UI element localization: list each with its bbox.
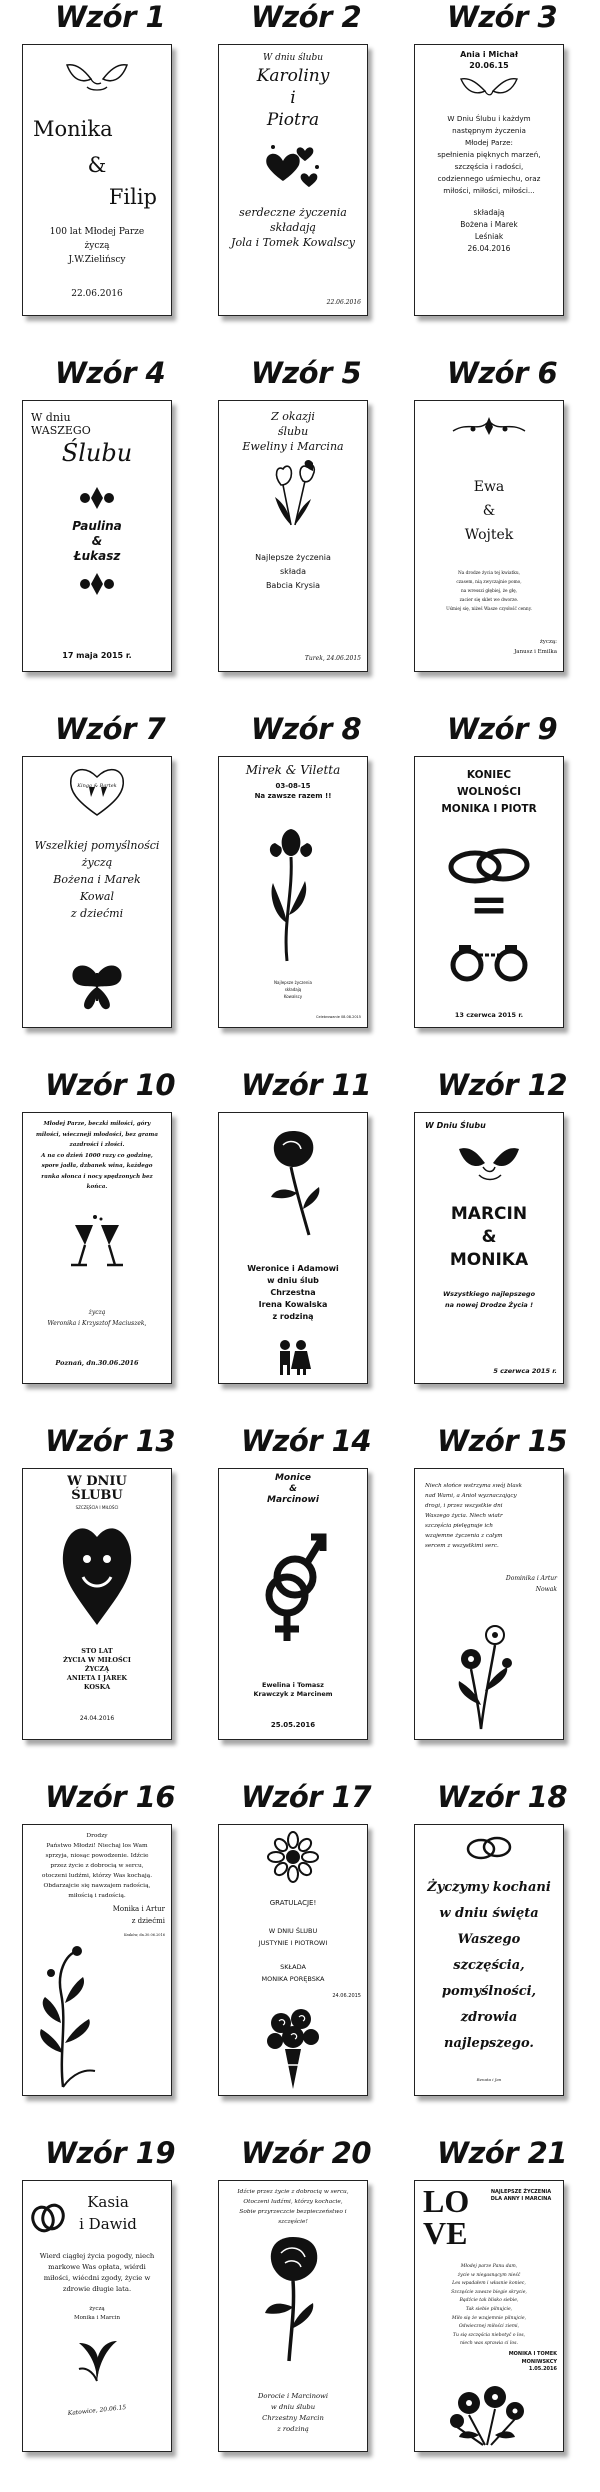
wzor-title: Wzór 4 (54, 356, 166, 390)
wzor-card[interactable] (218, 400, 368, 672)
ornament-icon (77, 485, 117, 511)
wzor-card[interactable] (414, 756, 564, 1028)
wishes-text: serdeczne życzenia składają Jola i Tomek Kowalscy (231, 206, 355, 249)
signature: Dominika i Artur Nowak (505, 1575, 557, 1593)
place-date: Poznań, dn.30.06.2016 (55, 1359, 139, 1367)
poem-text: Niech słońce wstrzyma swój blask nad Wami, a Anioł wyznaczający drogi, i przez wszystkie dni Waszego życia. Niech wiatr szczęścia pielęgnuje ich wzajemne życzenia z całym sercem z wszystkimi serc. (425, 1483, 522, 1549)
couple-names: Ewa & Wojtek (464, 479, 514, 543)
wishes-text: Życzymy kochani w dniu święta Waszego szczęścia, pomyślności, zdrowia najlepszego. (427, 1880, 551, 2051)
header-text: W DNIU ŚLUBU (67, 1474, 127, 1503)
date: Turek, 24.06.2015 (304, 655, 361, 662)
two-doves-icon (455, 73, 523, 107)
date: 24.06.2015 (332, 1993, 361, 1999)
wzor-cell-21[interactable] (402, 2136, 600, 2492)
wzor-card[interactable] (414, 400, 564, 672)
wzor-title: Wzór 7 (54, 712, 166, 746)
wzor-card[interactable] (218, 1112, 368, 1384)
signature: Monika i Artur z dziećmi (112, 1905, 165, 1925)
two-doves-icon (57, 57, 137, 97)
wzor-cell-1[interactable] (10, 0, 210, 356)
calla-lily-icon (263, 823, 319, 963)
wzor-card[interactable] (22, 44, 172, 316)
wzor-cell-11[interactable] (206, 1068, 406, 1424)
wzor-title: Wzór 3 (446, 0, 558, 34)
wedding-word: Ślubu (61, 439, 133, 467)
date: 5 czerwca 2015 r. (493, 1367, 557, 1375)
wzor-cell-19[interactable] (10, 2136, 210, 2492)
wzor-title: Wzór 8 (250, 712, 362, 746)
wzor-title: Wzór 11 (240, 1068, 372, 1102)
groom-name: Filip (108, 185, 157, 209)
two-doves-icon (453, 1141, 525, 1185)
bride-and-groom-icon (273, 1339, 313, 1375)
date: 25.05.2016 (270, 1721, 316, 1729)
poem-text: Młodej parze Panu dam, życie w niegasnącym nieść Les wpadałem i własnie koniec, Szczęście zawsze biegie skrycie, Bądźcie tak blisko siebie, Tak siebie pilnujcie, Miło się że wzajemnie pilnujcie, Odwiecznej miłości ziemi, Tu się szczęścia niebotyć o los, niech was sprawia ci los. (451, 2264, 527, 2347)
wzor-card[interactable] (22, 400, 172, 672)
wzor-title: Wzór 10 (44, 1068, 176, 1102)
wishes-text: Wierd ciągłej życia pogody, niech markowe Was opłata, wiérdi miłości, wiécdni zgody, życie w zdrowie długie lata. (39, 2252, 155, 2293)
date: Celebrowanie 08.08.2015 (316, 1015, 361, 1019)
wzor-cell-7[interactable] (10, 712, 210, 1068)
signature: SKŁADA MONIKA PORĘBSKA (261, 1963, 325, 1983)
signature: Ewelina i Tomasz Krawczyk z Marcinem (253, 1681, 333, 1698)
wishes-text: Najlepsze życzenia składa Babcia Krysia (255, 553, 331, 590)
header-text: NAJLEPSZE ŻYCZENIA DLA ANNY I MARCINA (490, 2189, 552, 2202)
wzor-cell-9[interactable] (402, 712, 600, 1068)
wzor-card[interactable] (22, 1112, 172, 1384)
wzor-card[interactable] (218, 1468, 368, 1740)
wzor-card[interactable] (414, 1824, 564, 2096)
date: 13 czerwca 2015 r. (454, 1011, 524, 1019)
wzor-card[interactable] (22, 756, 172, 1028)
wishes-text: Młodej Parze, beczki miłości, góry miłości, wieczneji młodości, bez grama zazdrości i złości. A na co dzień 1000 razy co godzinę, spore jadła, dzbanek wina, każdego ranka słonca i nocy spędzonych bez końca. (36, 1121, 158, 1190)
wzor-title: Wzór 17 (240, 1780, 372, 1814)
wishes-text: 100 lat Młodej Parze życzą J.W.Zielińscy (49, 227, 145, 265)
wzor-cell-10[interactable] (10, 1068, 210, 1424)
ornament-icon (77, 571, 117, 597)
rose-icon (261, 1127, 325, 1237)
wzor-cell-12[interactable] (402, 1068, 600, 1424)
wzor-card[interactable] (22, 1468, 172, 1740)
signature: Dorocie i Marcinowi w dniu ślubu Chrzestny Marcin z rodziną (257, 2392, 329, 2433)
subheader-text: SZCZĘŚCIA I MIŁOŚCI (75, 1505, 119, 1510)
love-logo: LO VE (423, 2183, 470, 2251)
place-date: Katowice, 20.06.15 (67, 2403, 127, 2418)
wzor-card[interactable] (218, 44, 368, 316)
gender-symbols-icon (253, 1513, 333, 1653)
butterfly-icon (69, 961, 125, 1013)
signature: życzą Weronika i Krzysztof Maciuszek, (47, 1309, 147, 1327)
date: 17 maja 2015 r. (62, 651, 132, 660)
wzor-cell-14[interactable] (206, 1424, 406, 1780)
couple-names: Mirek & Viletta (245, 763, 341, 777)
wzor-title: Wzór 18 (436, 1780, 568, 1814)
wzor-cell-6[interactable] (402, 356, 600, 712)
wzor-title: Wzór 2 (250, 0, 362, 34)
wishes-text: Wszystkiego najlepszego na nowej Drodze Życia ! (442, 1290, 536, 1309)
poem-text: Na drodze życia tej kwiatku, czasem, nią zwyczajnie pomo, na wresszi głębiej, że głę, zacier się sklet we dworze. Uśmiej się, niżeś Wasze czysłość cenny. (446, 571, 532, 612)
wzor-title: Wzór 15 (436, 1424, 568, 1458)
wzor-cell-20[interactable] (206, 2136, 406, 2492)
couple-names: Karoliny i Piotra (256, 66, 330, 130)
wzor-card[interactable] (414, 44, 564, 316)
intro-text: Z okazji ślubu Eweliny i Marcina (242, 410, 344, 453)
wzor-cell-13[interactable] (10, 1424, 210, 1780)
bride-name: Monika (33, 117, 113, 141)
header-text: KONIEC WOLNOŚCI MONIKA I PIOTR (441, 769, 537, 815)
wzor-cell-16[interactable] (10, 1780, 210, 2136)
couple-names: Kasia i Dawid (79, 2193, 137, 2233)
wishes-text: Weronice i Adamowi w dniu ślub Chrzestna Irena Kowalska z rodziną (247, 1264, 339, 1321)
wzor-title: Wzór 12 (436, 1068, 568, 1102)
wzor-cell-15[interactable] (402, 1424, 600, 1780)
wzor-card[interactable] (22, 2180, 172, 2452)
wzor-title: Wzór 21 (436, 2136, 568, 2170)
signature: składają Bożena i Marek Leśniak 26.04.2016 (460, 208, 518, 253)
wishes-text: Idźcie przez życie z dobrocią w sercu, Otoczeni ludźmi, którzy kochacie, Sobie przyrzeczcie bezpieczeństwo i szczęście! (237, 2189, 349, 2225)
congrats-text: GRATULACJE! (269, 1899, 317, 1907)
equals-sign: = (469, 877, 509, 931)
wzor-cell-5[interactable] (206, 356, 406, 712)
wishes-text: Wszelkiej pomyślności życzą Bożena i Marek Kowal z dziećmi (34, 839, 160, 920)
wzor-title: Wzór 6 (446, 356, 558, 390)
wzor-title: Wzór 16 (44, 1780, 176, 1814)
wzor-card[interactable] (218, 1824, 368, 2096)
wishes-text: Najlepsze życzenia składają Kowalscy (274, 980, 312, 999)
wzor-cell-4[interactable] (10, 356, 210, 712)
tulips-icon (263, 459, 323, 529)
handcuffs-icon (445, 939, 533, 985)
flowers-icon (445, 1619, 525, 1731)
wzor-card[interactable] (218, 756, 368, 1028)
signature: życzą: Janusz i Emilka (514, 639, 557, 655)
wishes-text: W DNIU ŚLUBU JUSTYNIE I PIOTROWI (258, 1927, 328, 1947)
crown-ornament-icon (449, 415, 529, 437)
smiling-heart-icon (57, 1517, 137, 1627)
wzor-cell-2[interactable] (206, 0, 406, 356)
date: 22.06.2016 (326, 299, 361, 306)
intro-text: W dniu WASZEGO (31, 411, 91, 437)
wzor-card[interactable] (218, 2180, 368, 2452)
couple-names: Ania i Michał 20.06.15 (460, 50, 518, 70)
floral-swirl-icon (33, 1943, 103, 2089)
wzor-title: Wzór 5 (250, 356, 362, 390)
wishes-text: W Dniu Ślubu i każdym następnym życzenia Młodej Parze: spełnienia pięknych marzeń, szczęścia i radości, codziennego uśmiechu, oraz miłości, miłości, miłości... (437, 114, 541, 195)
champagne-glasses-icon (65, 1213, 129, 1273)
wzor-title: Wzór 20 (240, 2136, 372, 2170)
leaf-ornament-icon (75, 2331, 119, 2385)
couple-names: Paulina & Łukasz (72, 519, 122, 563)
place-date: Kraków, dn.30.06.2016 (123, 1933, 165, 1937)
wzor-card[interactable] (22, 1824, 172, 2096)
signature: życzą Monika i Marcin (73, 2306, 121, 2321)
rose-bouquet-icon (263, 2009, 323, 2091)
couple-names: Monice & Marcinowi (267, 1473, 319, 1505)
wzor-title: Wzór 19 (44, 2136, 176, 2170)
wzor-card[interactable] (414, 1468, 564, 1740)
wishes-text: Drodzy Państwo Młodzi! Niechaj los Wam sprzyja, niosąc powodzenie. Idźcie przez życie z dobrocią w sercu, otoczeni ludźmi, którzy Was kochają. Obdarzajcie się nawzajem radością, miłością i radością. (41, 1833, 153, 1899)
signature: MONIKA I TOMEK MONIWSKCY 1.05.2016 (508, 2351, 557, 2372)
intro-text: W dniu ślubu (262, 53, 324, 63)
wzor-title: Wzór 9 (446, 712, 558, 746)
wzor-cell-17[interactable] (206, 1780, 406, 2136)
couple-names: MARCIN & MONIKA (449, 1204, 529, 1270)
wzor-title: Wzór 1 (54, 0, 166, 34)
signature: Renata i Jan (476, 2077, 502, 2082)
heart-with-glasses-icon (67, 763, 127, 819)
ampersand: & (87, 153, 107, 177)
hearts-icon (263, 141, 323, 193)
wzor-cell-8[interactable] (206, 712, 406, 1068)
wzor-card[interactable] (414, 2180, 564, 2452)
date-and-motto: 03-08-15 Na zawsze razem !! (254, 782, 332, 800)
wzor-card[interactable] (414, 1112, 564, 1384)
wedding-rings-icon (463, 1833, 515, 1863)
date: 22.06.2016 (71, 289, 123, 299)
flower-mandala-icon (267, 1831, 319, 1883)
wzor-title: Wzór 13 (44, 1424, 176, 1458)
intro-text: W Dniu Ślubu (425, 1121, 486, 1130)
wzor-cell-18[interactable] (402, 1780, 600, 2136)
date: 24.04.2016 (79, 1715, 115, 1722)
rose-icon (259, 2233, 327, 2363)
flowers-icon (439, 2381, 539, 2447)
wzor-cell-3[interactable] (402, 0, 600, 356)
couple-names-small: Kinga & Bartek (77, 783, 117, 789)
wzor-title: Wzór 14 (240, 1424, 372, 1458)
wishes-text: STO LAT ŻYCIA W MIŁOŚCI ŻYCZĄ ANIETA I JAREK KOSKA (63, 1647, 131, 1691)
